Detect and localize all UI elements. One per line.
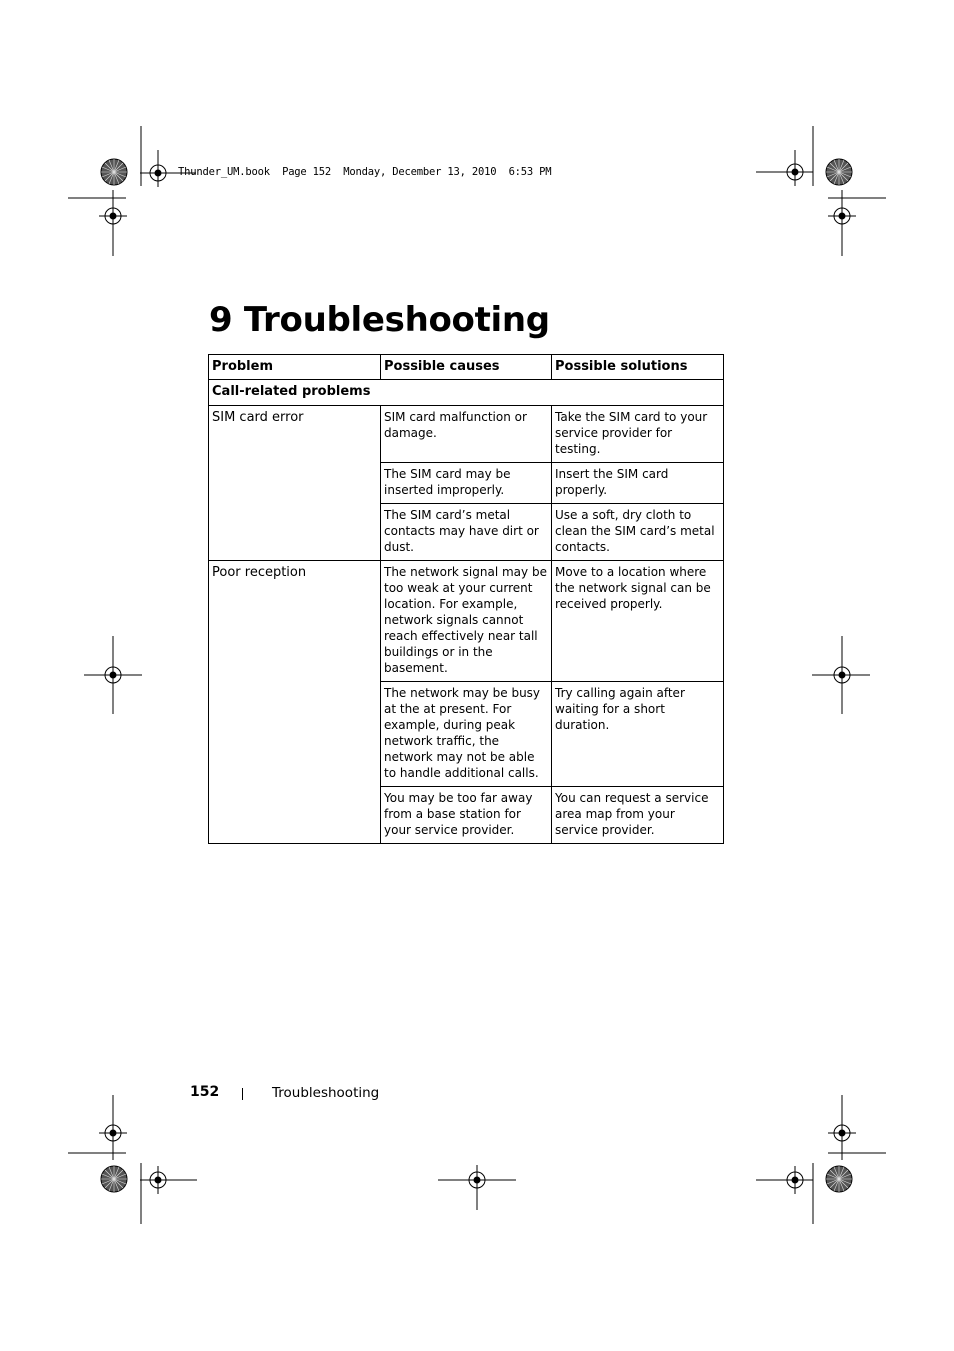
page-number: 152 — [190, 1084, 220, 1100]
footer-divider — [242, 1088, 243, 1100]
solution-cell: Take the SIM card to your service provider for testing. — [552, 406, 724, 463]
troubleshooting-table — [208, 354, 724, 844]
solution-cell: You can request a service area map from your service provider. — [552, 787, 724, 844]
cause-cell: The network signal may be too weak at your current location. For example, network signals cannot reach effectively near tall buildings or in the basement. — [381, 561, 552, 682]
table-header-row — [209, 355, 724, 380]
solution-cell: Insert the SIM card properly. — [552, 463, 724, 504]
footer-section-title: Troubleshooting — [272, 1085, 380, 1101]
print-slug: Thunder_UM.book Page 152 Monday, December 13, 2010 6:53 PM — [178, 166, 552, 178]
header-problem: Problem — [209, 355, 381, 380]
section-row — [209, 380, 724, 406]
solution-cell: Move to a location where the network signal can be received properly. — [552, 561, 724, 682]
section-title-call-related: Call-related problems — [209, 380, 724, 406]
table-row — [209, 406, 724, 463]
cause-cell: The SIM card may be inserted improperly. — [381, 463, 552, 504]
header-possible-solutions: Possible solutions — [552, 355, 724, 380]
cause-cell: SIM card malfunction or damage. — [381, 406, 552, 463]
header-possible-causes: Possible causes — [381, 355, 552, 380]
chapter-title: 9 Troubleshooting — [209, 300, 550, 340]
cause-cell: The SIM card’s metal contacts may have dirt or dust. — [381, 504, 552, 561]
solution-cell: Use a soft, dry cloth to clean the SIM card’s metal contacts. — [552, 504, 724, 561]
cause-cell: You may be too far away from a base station for your service provider. — [381, 787, 552, 844]
solution-cell: Try calling again after waiting for a short duration. — [552, 682, 724, 787]
problem-sim-card-error: SIM card error — [209, 406, 381, 561]
problem-poor-reception: Poor reception — [209, 561, 381, 844]
table-row — [209, 561, 724, 682]
cause-cell: The network may be busy at the at present. For example, during peak network traffic, the network may not be able to handle additional calls. — [381, 682, 552, 787]
